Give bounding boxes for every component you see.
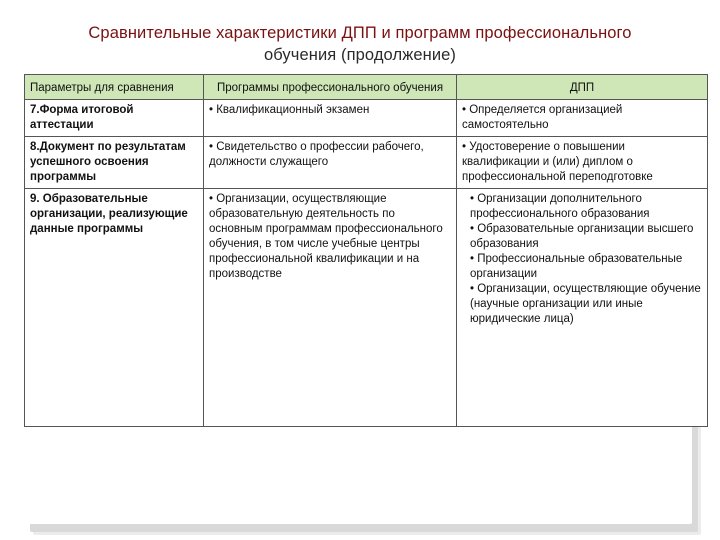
page-title bbox=[0, 22, 720, 66]
comparison-table bbox=[24, 74, 708, 427]
row-9-po bbox=[204, 189, 457, 427]
title-line-2: обучения (продолжение) bbox=[263, 46, 457, 64]
list-item: • Образовательные организации высшего образования bbox=[470, 223, 694, 250]
row-7-po bbox=[204, 100, 457, 137]
list-item: • Профессиональные образовательные организации bbox=[470, 253, 683, 280]
row-7-param: 7.Форма итоговой аттестации bbox=[25, 100, 204, 137]
row-8-dpp bbox=[457, 137, 708, 189]
list-item: • Организации дополнительного профессионального образования bbox=[470, 193, 650, 220]
title-line-1: Сравнительные характеристики ДПП и программ профессионального bbox=[88, 24, 632, 42]
list-item: • Свидетельство о профессии рабочего, должности служащего bbox=[209, 141, 424, 168]
row-7-dpp bbox=[457, 100, 708, 137]
header-po: Программы профессионального обучения bbox=[204, 75, 457, 100]
header-dpp: ДПП bbox=[457, 75, 708, 100]
row-9-dpp bbox=[457, 189, 708, 427]
comparison-table-frame bbox=[24, 74, 701, 524]
table-row bbox=[25, 137, 708, 189]
list-item: • Квалификационный экзамен bbox=[209, 104, 370, 116]
table-row bbox=[25, 100, 708, 137]
row-8-po bbox=[204, 137, 457, 189]
list-item: • Удостоверение о повышении квалификации и (или) диплом о профессиональной переподготовке bbox=[462, 141, 653, 183]
list-item: • Организации, осуществляющие образовательную деятельность по основным программам профессионального обучения, в том числе учебные центры профессиональной квалификации и на производстве bbox=[209, 193, 443, 280]
table-header-row bbox=[25, 75, 708, 100]
row-8-param: 8.Документ по результатам успешного освоения программы bbox=[25, 137, 204, 189]
list-item: • Организации, осуществляющие обучение (научные организации или иные юридические лица) bbox=[470, 283, 701, 325]
header-param: Параметры для сравнения bbox=[25, 75, 204, 100]
list-item: • Определяется организацией самостоятельно bbox=[462, 104, 623, 131]
row-9-param: 9. Образовательные организации, реализующие данные программы bbox=[25, 189, 204, 427]
table-row bbox=[25, 189, 708, 427]
